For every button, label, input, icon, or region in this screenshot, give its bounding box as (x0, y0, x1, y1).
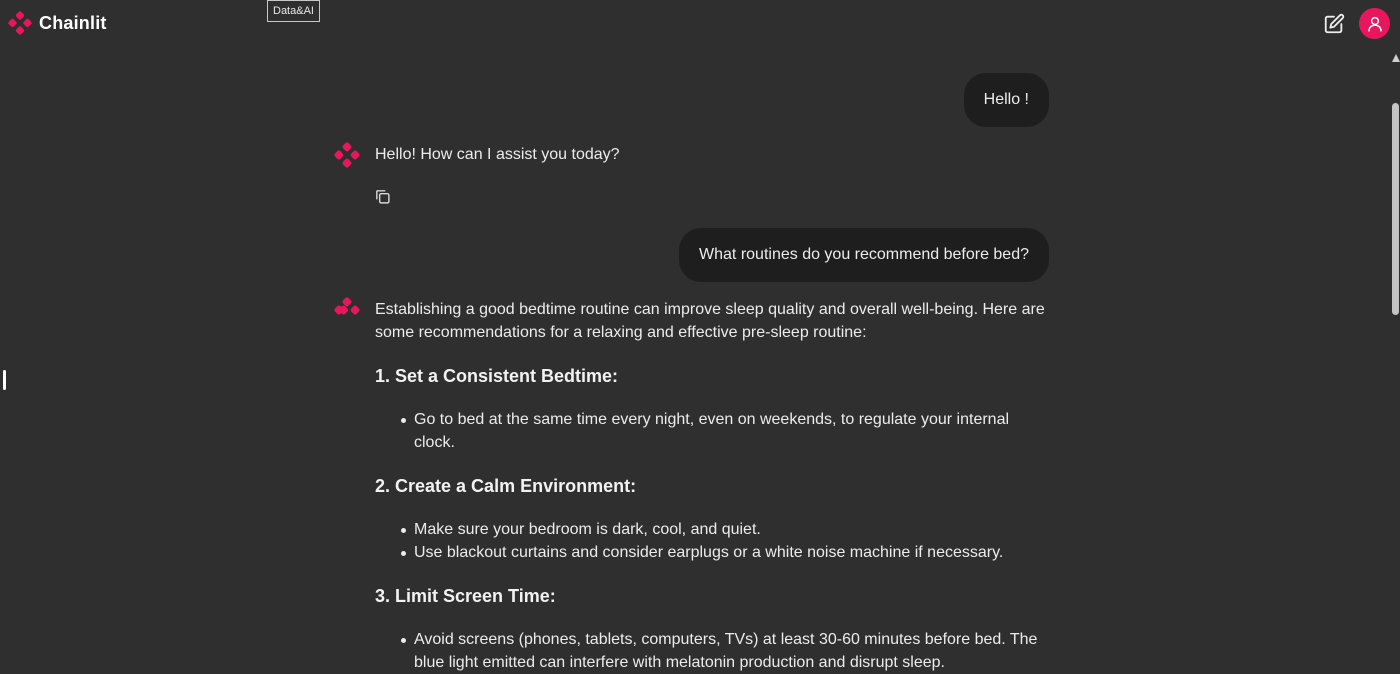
user-message-text: What routines do you recommend before bed? (699, 246, 1029, 263)
copy-message-button[interactable] (374, 188, 391, 205)
new-chat-button[interactable] (1323, 13, 1345, 35)
assistant-avatar-icon (334, 297, 360, 323)
user-message-text: Hello ! (983, 91, 1029, 108)
header (0, 0, 1400, 48)
edit-square-icon (1323, 13, 1345, 35)
assistant-avatar-icon (334, 142, 360, 168)
user-avatar-button[interactable] (1359, 8, 1390, 39)
assistant-message-intro: Establishing a good bedtime routine can improve sleep quality and overall well-being. Here are some recommendations for a relaxing and effective pre-sleep routine: (375, 301, 1045, 341)
user-message (679, 228, 1049, 282)
tooltip: Data&AI (267, 0, 320, 22)
user-message (964, 73, 1049, 127)
section-heading: 2. Create a Calm Environment: (375, 476, 637, 496)
section-heading: 1. Set a Consistent Bedtime: (375, 366, 619, 386)
list-item: Go to bed at the same time every night, even on weekends, to regulate your internal clock. (414, 408, 1045, 454)
list-item: Use blackout curtains and consider earplugs or a white noise machine if necessary. (414, 541, 1045, 564)
scrollbar-thumb[interactable] (1392, 103, 1399, 315)
user-icon (1366, 15, 1384, 33)
chainlit-logo-icon (8, 11, 32, 35)
bullet-list (375, 518, 1045, 564)
sidebar-resize-handle[interactable] (3, 370, 6, 390)
assistant-message-text: Hello! How can I assist you today? (375, 146, 620, 163)
list-item: Make sure your bedroom is dark, cool, and quiet. (414, 518, 1045, 541)
app-logo[interactable] (8, 11, 107, 35)
copy-icon (374, 188, 391, 205)
list-item: Avoid screens (phones, tablets, computers, TVs) at least 30-60 minutes before bed. The blue light emitted can interfere with melatonin production and disrupt sleep. (414, 628, 1045, 674)
bullet-list (375, 628, 1045, 674)
app-name: Chainlit (39, 12, 107, 33)
section-heading: 3. Limit Screen Time: (375, 586, 556, 606)
scroll-up-arrow-icon[interactable] (1392, 54, 1400, 62)
bullet-list (375, 408, 1045, 454)
